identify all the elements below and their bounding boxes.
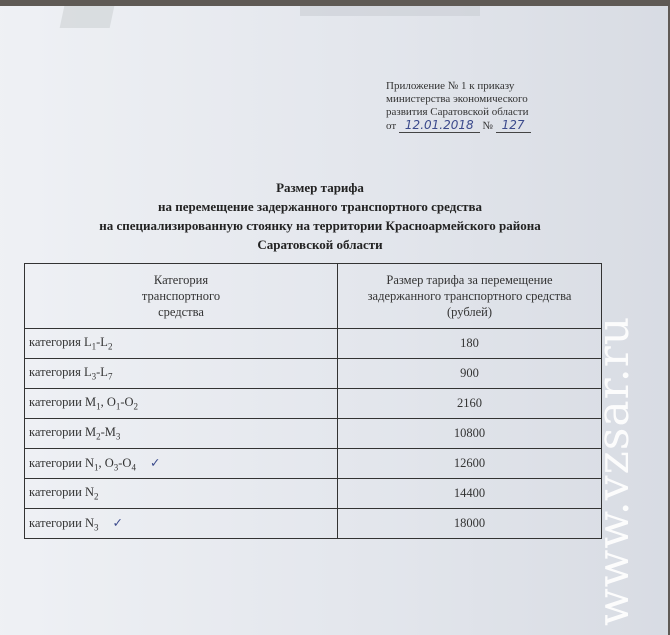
- header-category-line: транспортного: [141, 289, 221, 303]
- tariff-value-cell: 10800: [338, 419, 602, 449]
- tape-strip: [60, 6, 115, 28]
- category-text: -O: [120, 395, 134, 410]
- subscript: 2: [96, 431, 101, 442]
- table-row: [25, 419, 602, 449]
- tariff-value-cell: 18000: [338, 509, 602, 539]
- header-tariff: [338, 264, 602, 329]
- subscript: 1: [96, 401, 101, 412]
- category-text: -L: [96, 365, 108, 380]
- category-cell: [25, 419, 338, 449]
- subscript: 4: [131, 462, 136, 473]
- category-text: категории N: [29, 485, 94, 500]
- category-cell: [25, 329, 338, 359]
- table-row: [25, 389, 602, 419]
- date-prefix: от: [386, 120, 397, 132]
- subscript: 3: [115, 431, 121, 442]
- tariff-value-cell: 2160: [338, 389, 602, 419]
- table-row: [25, 359, 602, 389]
- subscript: 2: [133, 401, 139, 412]
- header-category-line: средства: [158, 305, 204, 319]
- appendix-date-line: [386, 119, 586, 133]
- appendix-header: [386, 80, 586, 133]
- document-page: [0, 6, 668, 635]
- table-row: [25, 449, 602, 479]
- handwritten-date: 12.01.2018: [399, 118, 480, 133]
- subscript: 3: [113, 462, 119, 473]
- category-text: категории M: [29, 425, 97, 440]
- tariff-table: [24, 263, 602, 539]
- title-line-4: Саратовской области: [257, 237, 383, 252]
- subscript: 1: [115, 401, 121, 412]
- category-text: , O: [100, 395, 116, 410]
- category-cell: [25, 479, 338, 509]
- category-text: категории N: [29, 515, 94, 530]
- category-text: -L: [96, 335, 108, 350]
- tariff-value-cell: 180: [338, 329, 602, 359]
- appendix-line-1: Приложение № 1 к приказу: [386, 80, 515, 92]
- category-text: -O: [118, 455, 132, 470]
- header-category: [25, 264, 338, 329]
- subscript: 1: [91, 341, 97, 352]
- title-line-1: Размер тарифа: [276, 180, 364, 195]
- subscript: 3: [91, 371, 97, 382]
- category-cell: [25, 389, 338, 419]
- category-cell: [25, 449, 338, 479]
- document-title: [20, 178, 620, 254]
- title-line-2: на перемещение задержанного транспортного средства: [157, 199, 483, 214]
- category-text: категории N: [29, 455, 94, 470]
- handwritten-number: 127: [496, 118, 531, 133]
- category-cell: [25, 509, 338, 539]
- subscript: 1: [93, 462, 99, 473]
- category-text: -M: [100, 425, 116, 440]
- check-mark-icon: ✓: [112, 514, 123, 530]
- tariff-value-cell: 900: [338, 359, 602, 389]
- title-line-3: на специализированную стоянку на территории Красноармейского района: [99, 218, 541, 233]
- watermark: www.vzsar.ru: [588, 315, 639, 626]
- tape-strip-top: [300, 6, 480, 16]
- header-tariff-line: Размер тарифа за перемещение: [386, 273, 553, 287]
- header-tariff-line: задержанного транспортного средства: [367, 289, 572, 303]
- number-prefix: №: [482, 120, 493, 132]
- category-text: категории M: [29, 395, 97, 410]
- table-row: [25, 479, 602, 509]
- table-row: [25, 509, 602, 539]
- subscript: 7: [107, 371, 113, 382]
- tariff-value-cell: 14400: [338, 479, 602, 509]
- subscript: 3: [93, 522, 99, 533]
- tariff-value-cell: 12600: [338, 449, 602, 479]
- header-category-line: Категория: [153, 273, 209, 287]
- table-row: [25, 329, 602, 359]
- category-text: категория L: [29, 365, 92, 380]
- subscript: 2: [107, 341, 113, 352]
- appendix-line-3: развития Саратовской области: [386, 106, 529, 118]
- header-tariff-line: (рублей): [446, 305, 493, 319]
- subscript: 2: [93, 491, 99, 502]
- category-text: , O: [98, 455, 114, 470]
- category-text: категория L: [29, 335, 92, 350]
- appendix-line-2: министерства экономического: [386, 93, 528, 105]
- category-cell: [25, 359, 338, 389]
- check-mark-icon: ✓: [149, 454, 161, 470]
- table-header-row: [25, 264, 602, 329]
